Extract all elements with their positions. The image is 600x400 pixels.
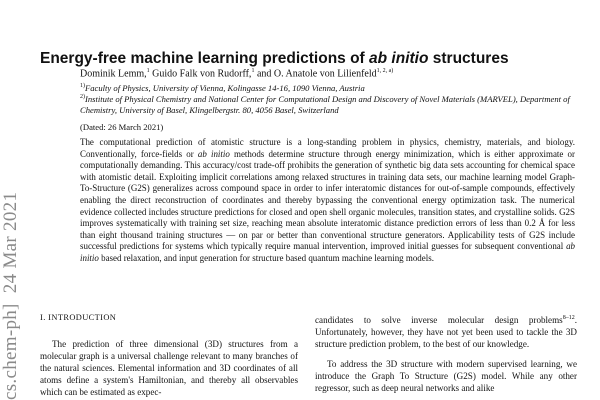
body-paragraph: The prediction of three dimensional (3D) structures from a molecular graph is a universal challenge relevant to many branches of the natural sciences. Elemental information and 3D coordinates of all atoms define a system's Hamiltonian, and thereby all observables which can be estimated as expec- bbox=[40, 339, 298, 397]
abstract-italic: ab initio bbox=[80, 241, 575, 263]
right-column bbox=[315, 312, 577, 394]
affiliation-text: Institute of Physical Chemistry and National Center for Computational Design and Discovery of Novel Materials (MARVEL), Department of Chemistry, University of Basel, Klingelbergstr. 80, 4056 Basel, Switzerland bbox=[80, 93, 570, 115]
abstract bbox=[80, 137, 575, 265]
affiliation-text: Faculty of Physics, University of Vienna, Kolingasse 14-16, 1090 Vienna, Austria bbox=[85, 82, 365, 93]
author: Dominik Lemm, bbox=[80, 68, 147, 80]
author-sup: 1 bbox=[251, 68, 255, 74]
abstract-text: methods determine structure through energy minimization, which is either approximate or computationally demanding. This accuracy/cost trade-off prohibits the generation of synthetic big data sets accounting for chemical space with atomistic detail. Exploiting implicit correlations among relaxed structures in training data sets, our machine learning model Graph-To-Structure (G2S) generalizes across compound space in order to infer interatomic distances for out-of-sample compounds, effectively enabling the direct reconstruction of coordinates and thereby bypassing the conventional energy optimization task. The numerical evidence collected includes structure predictions for closed and open shell organic molecules, transition states, and crystalline solids. G2S improves systematically with training set size, reaching mean absolute interatomic distance prediction errors of less than 0.2 Å for less than eight thousand training structures — on par or better than conventional structure generators. Applicability tests of G2S include successful predictions for systems which typically require manual intervention, improved initial guesses for subsequent conventional bbox=[80, 148, 575, 252]
abstract-italic: ab initio bbox=[197, 148, 230, 159]
author: Guido Falk von Rudorff, bbox=[152, 68, 252, 80]
body-text: . Unfortunately, however, they have not yet been used to tackle the 3D structure prediction problem, to the best of our knowledge. bbox=[315, 315, 577, 350]
author-list bbox=[80, 68, 393, 79]
author-sup: 1 bbox=[146, 68, 150, 74]
paper-title bbox=[40, 50, 570, 68]
arxiv-date: 24 Mar 2021 bbox=[0, 191, 21, 294]
abstract-text: The computational prediction of atomistic structure is a long-standing problem in physics, chemistry, materials, and biology. Conventionally, force-fields or bbox=[80, 137, 575, 159]
dated-line: (Dated: 26 March 2021) bbox=[80, 122, 164, 132]
affiliation bbox=[80, 92, 580, 116]
title-suffix: structures bbox=[428, 50, 509, 67]
body-paragraph: To address the 3D structure with modern supervised learning, we introduce the Graph To Structure (G2S) model. While any other regressor, such as deep neural networks and alike bbox=[315, 359, 577, 394]
arxiv-category: cs.chem-ph] bbox=[0, 303, 21, 400]
arxiv-stamp bbox=[0, 192, 22, 400]
section-heading: I. INTRODUCTION bbox=[40, 313, 117, 322]
left-column bbox=[40, 312, 298, 398]
title-prefix: Energy-free machine learning predictions of bbox=[40, 50, 370, 67]
body-paragraph bbox=[315, 312, 577, 350]
title-italic: ab initio bbox=[369, 50, 429, 67]
body-text: candidates to solve inverse molecular design problems bbox=[315, 315, 563, 326]
abstract-text: based relaxation, and input generation for structure based quantum machine learning models. bbox=[98, 252, 434, 263]
affiliation-sup: 2) bbox=[80, 94, 85, 100]
citation-sup: 8–12 bbox=[562, 315, 575, 321]
author: and O. Anatole von Lilienfeld bbox=[256, 68, 377, 80]
author-sup: 1, 2, a) bbox=[376, 68, 394, 74]
affiliation-sup: 1) bbox=[80, 83, 85, 89]
